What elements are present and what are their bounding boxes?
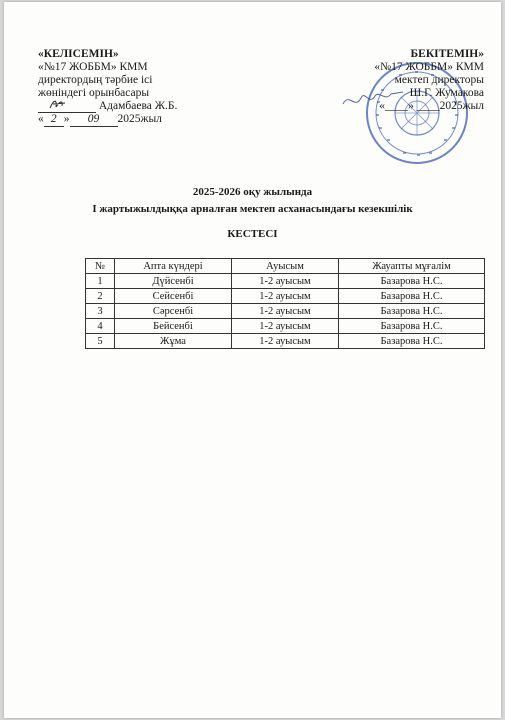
agreement-date: « 2 » 09 2025жыл [38,113,162,125]
duty-schedule-table [85,258,485,349]
date-year: 2025жыл [117,113,162,125]
agreement-name: Адамбаева Ж.Б. [98,100,178,112]
handwritten-signature [48,97,70,111]
col-weekday-header: Апта күндері [115,259,232,274]
table-row: 2 Сейсенбі 1-2 ауысым Базарова Н.С. [86,289,485,304]
agreement-position-2: жөніндегі орынбасары [38,87,150,99]
approval-org: «№17 ЖОББМ» КММ [374,61,484,73]
col-number-header: № [86,259,115,274]
table-row: 3 Сәрсенбі 1-2 ауысым Базарова Н.С. [86,304,485,319]
signature-underline [38,101,96,113]
approval-block [344,48,484,113]
document-page [4,2,501,718]
date-month: 09 [70,113,118,127]
approval-position: мектеп директоры [394,74,484,86]
doc-title-subject: І жартыжылдыққа арналған мектеп асханасындағы кезекшілік [92,203,413,215]
agreement-signature-line [38,100,238,113]
col-shift-header: Ауысым [232,259,339,274]
approval-date: «____» ____2025жыл [379,100,484,112]
table-row: 4 Бейсенбі 1-2 ауысым Базарова Н.С. [86,319,485,334]
doc-title-main: КЕСТЕСІ [227,228,278,240]
table-header-row [86,259,485,274]
approval-name: Ш.Г. Жумакова [409,87,484,99]
table-row: 5 Жұма 1-2 ауысым Базарова Н.С. [86,334,485,349]
agreement-block [38,48,238,127]
agreement-position-1: директордың тәрбие ісі [38,74,153,86]
table-row: 1 Дүйсенбі 1-2 ауысым Базарова Н.С. [86,274,485,289]
doc-title-year: 2025-2026 оқу жылында [192,186,313,198]
approval-heading: БЕКІТЕМІН» [410,48,484,60]
date-day: 2 [44,113,64,127]
col-teacher-header: Жауапты мұғалім [339,259,485,274]
agreement-heading: «КЕЛІСЕМІН» [38,48,119,60]
agreement-org: «№17 ЖОББМ» КММ [38,61,148,73]
